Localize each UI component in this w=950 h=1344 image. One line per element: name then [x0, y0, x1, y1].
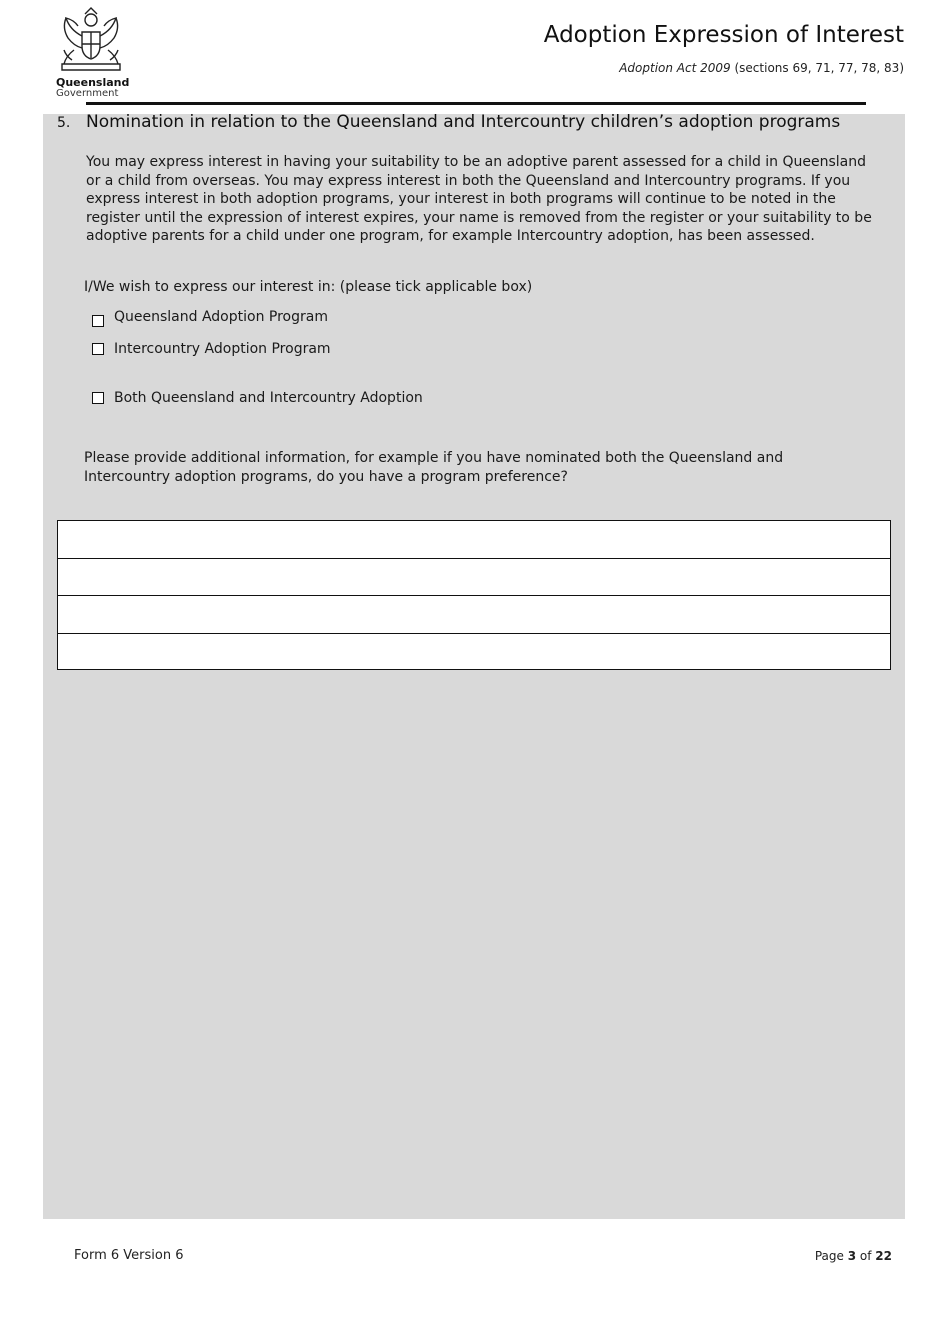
option-queensland-label: Queensland Adoption Program — [114, 309, 328, 325]
answer-line[interactable] — [58, 596, 890, 634]
header-divider — [86, 102, 866, 105]
logo-org-name: Queensland — [56, 76, 130, 89]
page-total: 22 — [875, 1249, 892, 1263]
checkbox-queensland[interactable] — [92, 315, 104, 327]
additional-info-field[interactable] — [57, 520, 891, 670]
page-of: of — [856, 1249, 876, 1263]
act-name: Adoption Act 2009 — [619, 61, 731, 75]
queensland-government-logo — [50, 6, 132, 100]
tick-prompt: I/We wish to express our interest in: (please tick applicable box) — [84, 279, 533, 295]
answer-line[interactable] — [58, 559, 890, 597]
option-both[interactable] — [92, 390, 423, 406]
page-prefix: Page — [814, 1249, 848, 1263]
section-title: Nomination in relation to the Queensland and Intercountry children’s adoption programs — [86, 112, 841, 132]
document-title: Adoption Expression of Interest — [543, 22, 904, 48]
additional-info-prompt: Please provide additional information, for example if you have nominated both the Queensland and Intercountry adoption programs, do you have a program preference? — [84, 450, 784, 485]
page-current: 3 — [847, 1249, 857, 1263]
section-intro: You may express interest in having your suitability to be an adoptive parent assessed for a child in Queensland or a child from overseas. You may express interest in both the Queensland and Intercountry programs. If you express interest in both adoption programs, your interest in both programs will continue to be noted in the register until the expression of interest expires, your name is removed from the register or your suitability to be adoptive parents for a child under one program, for example Intercountry adoption, has been assessed. — [86, 154, 872, 244]
checkbox-intercountry[interactable] — [92, 343, 104, 355]
checkbox-both[interactable] — [92, 392, 104, 404]
answer-line[interactable] — [58, 634, 890, 672]
option-queensland[interactable] — [92, 307, 328, 327]
coat-of-arms-icon — [52, 6, 130, 74]
option-intercountry-label: Intercountry Adoption Program — [114, 341, 331, 357]
option-both-label: Both Queensland and Intercountry Adoption — [114, 390, 423, 406]
answer-line[interactable] — [58, 521, 890, 559]
act-sections: (sections 69, 71, 77, 78, 83) — [730, 61, 904, 75]
option-intercountry[interactable] — [92, 341, 331, 357]
page-number — [815, 1249, 892, 1263]
logo-org-sub: Government — [56, 88, 119, 99]
document-subtitle — [619, 61, 904, 75]
section-number: 5. — [57, 115, 71, 131]
form-version: Form 6 Version 6 — [74, 1248, 184, 1263]
